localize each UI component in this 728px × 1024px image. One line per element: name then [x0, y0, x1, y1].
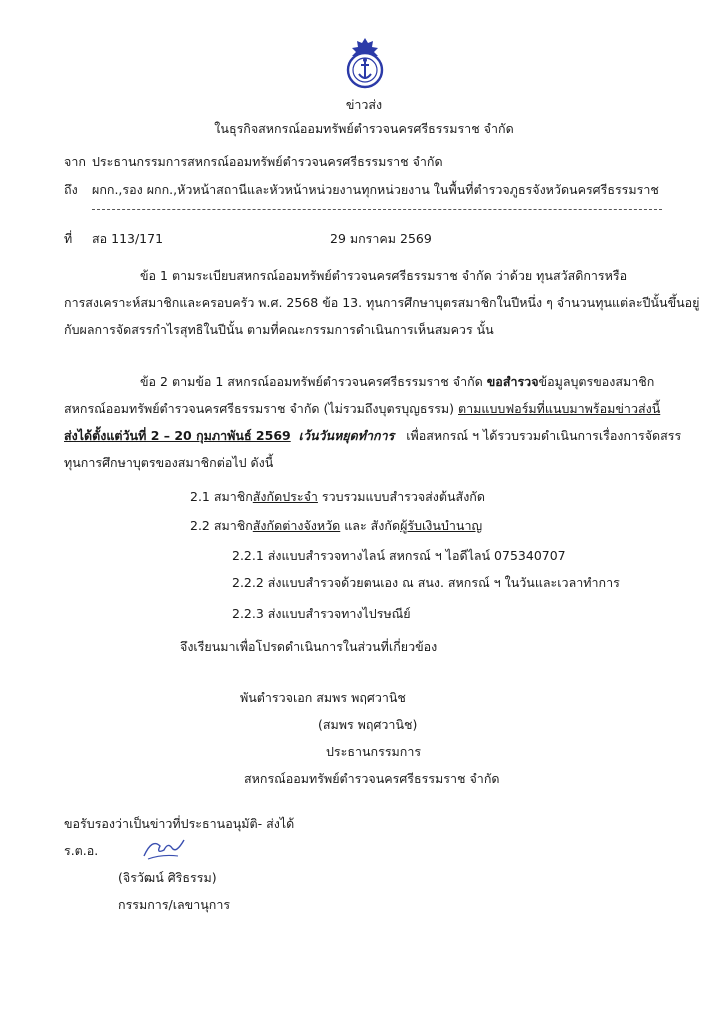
cooperative-emblem-logo — [344, 36, 386, 90]
signer-rank-name: พันตำรวจเอก สมพร พฤศวานิช — [240, 690, 406, 705]
closing-text: จึงเรียนมาเพื่อโปรดดำเนินการในส่วนที่เกี่ยวข้อง — [180, 639, 438, 654]
signer-position: ประธานกรรมการ — [326, 744, 422, 759]
certify-name: (จิรวัฒน์ ศิริธรรม) — [118, 870, 217, 885]
clause2-line3: ส่งได้ตั้งแต่วันที่ 2 – 20 กุมภาพันธ์ 2569 เว้นวันหยุดทำการ เพื่อสหกรณ์ ฯ ได้รวบรวมดำเนินการเรื่องการจัดสรร — [64, 428, 682, 443]
clause2-line4: ทุนการศึกษาบุตรของสมาชิกต่อไป ดังนี้ — [64, 455, 274, 470]
ref-number: สอ 113/171 — [92, 231, 164, 246]
item-2-2-1: 2.2.1 ส่งแบบสำรวจทางไลน์ สหกรณ์ ฯ ไอดีไลน์ 075340707 — [232, 548, 566, 563]
ref-label: ที่ — [64, 231, 73, 246]
to-label: ถึง — [64, 182, 78, 197]
item-2-1: 2.1 สมาชิกสังกัดประจำ รวบรวมแบบสำรวจส่งต้นสังกัด — [190, 489, 485, 504]
from-label: จาก — [64, 154, 86, 169]
certify-position: กรรมการ/เลขานุการ — [118, 897, 231, 912]
item-2-2-3: 2.2.3 ส่งแบบสำรวจทางไปรษณีย์ — [232, 606, 411, 621]
from-text: ประธานกรรมการสหกรณ์ออมทรัพย์ตำรวจนครศรีธรรมราช จำกัด — [92, 154, 443, 169]
item-2-2: 2.2 สมาชิกสังกัดต่างจังหวัด และ สังกัดผู้รับเงินบำนาญ — [190, 518, 483, 533]
clause2-line2: สหกรณ์ออมทรัพย์ตำรวจนครศรีธรรมราช จำกัด (ไม่รวมถึงบุตรบุญธรรม) ตามแบบฟอร์มที่แนบมาพร้อมข่าวส่งนี้ — [64, 401, 661, 416]
clause1-line1: ข้อ 1 ตามระเบียบสหกรณ์ออมทรัพย์ตำรวจนครศรีธรรมราช จำกัด ว่าด้วย ทุนสวัสดิการหรือ — [140, 268, 628, 283]
signer-organization: สหกรณ์ออมทรัพย์ตำรวจนครศรีธรรมราช จำกัด — [244, 771, 500, 786]
item-2-2-2: 2.2.2 ส่งแบบสำรวจด้วยตนเอง ณ สนง. สหกรณ์ ฯ ในวันและเวลาทำการ — [232, 575, 620, 590]
handwritten-signature — [138, 832, 188, 864]
document-subtitle: ในธุรกิจสหกรณ์ออมทรัพย์ตำรวจนครศรีธรรมราช จำกัด — [214, 121, 514, 136]
clause1-line3: กับผลการจัดสรรกำไรสุทธิในปีนั้น ตามที่คณะกรรมการดำเนินการเห็นสมควร นั้น — [64, 322, 494, 337]
certify-rank: ร.ต.อ. — [64, 843, 99, 858]
clause2-line1: ข้อ 2 ตามข้อ 1 สหกรณ์ออมทรัพย์ตำรวจนครศรีธรรมราช จำกัด ขอสำรวจข้อมูลบุตรของสมาชิก — [140, 374, 655, 389]
to-text: ผกก.,รอง ผกก.,หัวหน้าสถานีและหัวหน้าหน่วยงานทุกหน่วยงาน ในพื้นที่ตำรวจภูธรจังหวัดนครศรีธรรมราช — [92, 182, 659, 197]
signer-name-paren: (สมพร พฤศวานิช) — [318, 717, 418, 732]
separator-line — [92, 209, 662, 210]
ref-date: 29 มกราคม 2569 — [330, 231, 432, 246]
certify-text: ขอรับรองว่าเป็นข่าวที่ประธานอนุมัติ- ส่งได้ — [64, 816, 295, 831]
clause1-line2: การสงเคราะห์สมาชิกและครอบครัว พ.ศ. 2568 ข้อ 13. ทุนการศึกษาบุตรสมาชิกในปีหนึ่ง ๆ จำนวนทุนแต่ละปีนั้นขึ้นอยู่ — [64, 295, 700, 310]
document-title: ข่าวส่ง — [345, 97, 383, 112]
